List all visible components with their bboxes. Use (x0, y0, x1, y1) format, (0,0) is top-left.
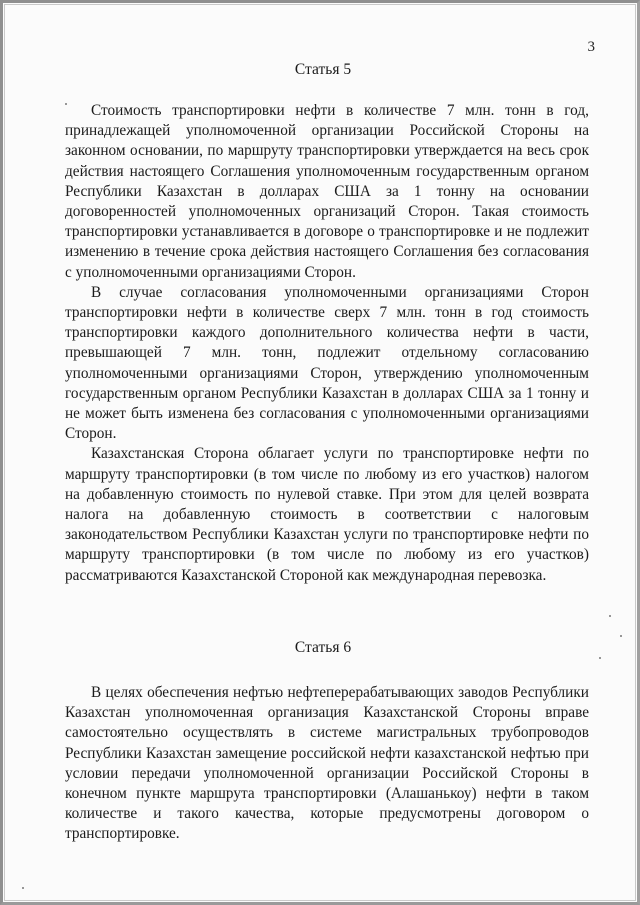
scan-speck (599, 657, 601, 659)
page-number: 3 (587, 39, 595, 55)
scan-speck (609, 615, 611, 617)
article-6-body (65, 683, 589, 845)
article-5-heading: Статья 5 (294, 61, 352, 78)
scan-speck (22, 887, 24, 889)
article-5-paragraph: Казахстанская Сторона облагает услуги по транспортировке нефти по маршруту транспортировки (в том числе по любому из его участков) налогом на добавленную стоимость по нулевой ставке. При этом для целей возврата налога на добавленную стоимость в соответствии с налоговым законодательством Республики Казахстан услуги по транспортировке нефти по маршруту транспортировки (в том числе по любому из его участков) рассматриваются Казахстанской Стороной как международная перевозка. (65, 445, 589, 584)
article-6-paragraph: В целях обеспечения нефтью нефтеперерабатывающих заводов Республики Казахстан уполномоченная организация Казахстанской Стороны вправе самостоятельно осуществлять в системе магистральных трубопроводов Республики Казахстан замещение российской нефти казахстанской нефтью при условии передачи уполномоченной организации Российской Стороны в конечном пункте маршрута транспортировки (Алашанькоу) нефти в таком количестве и такого качества, которые предусмотрены договором о транспортировке. (65, 684, 589, 843)
scan-speck (620, 635, 622, 637)
article-5-paragraph: Стоимость транспортировки нефти в количестве 7 млн. тонн в год, принадлежащей уполномоченной организации Российской Стороны на законном основании, по маршруту транспортировки утверждается на весь срок действия настоящего Соглашения уполномоченным государственным органом Республики Казахстан в долларах США за 1 тонну на основании договоренностей уполномоченных организаций Сторон. Такая стоимость транспортировки устанавливается в договоре о транспортировке и не подлежит изменению в течение срока действия настоящего Соглашения без согласования с уполномоченными организациями Сторон. (65, 102, 589, 281)
scan-speck (65, 103, 67, 105)
article-6-heading: Статья 6 (294, 639, 352, 656)
article-5-body (65, 101, 589, 586)
article-5-paragraph: В случае согласования уполномоченными организациями Сторон транспортировки нефти в количестве сверх 7 млн. тонн в год стоимость транспортировки каждого дополнительного количества нефти в части, превышающей 7 млн. тонн, подлежит отдельному согласованию уполномоченными организациями Сторон, утверждению уполномоченным государственным органом Республики Казахстан в долларах США за 1 тонну и не может быть изменена без согласования с уполномоченными организациями Сторон. (65, 283, 589, 443)
